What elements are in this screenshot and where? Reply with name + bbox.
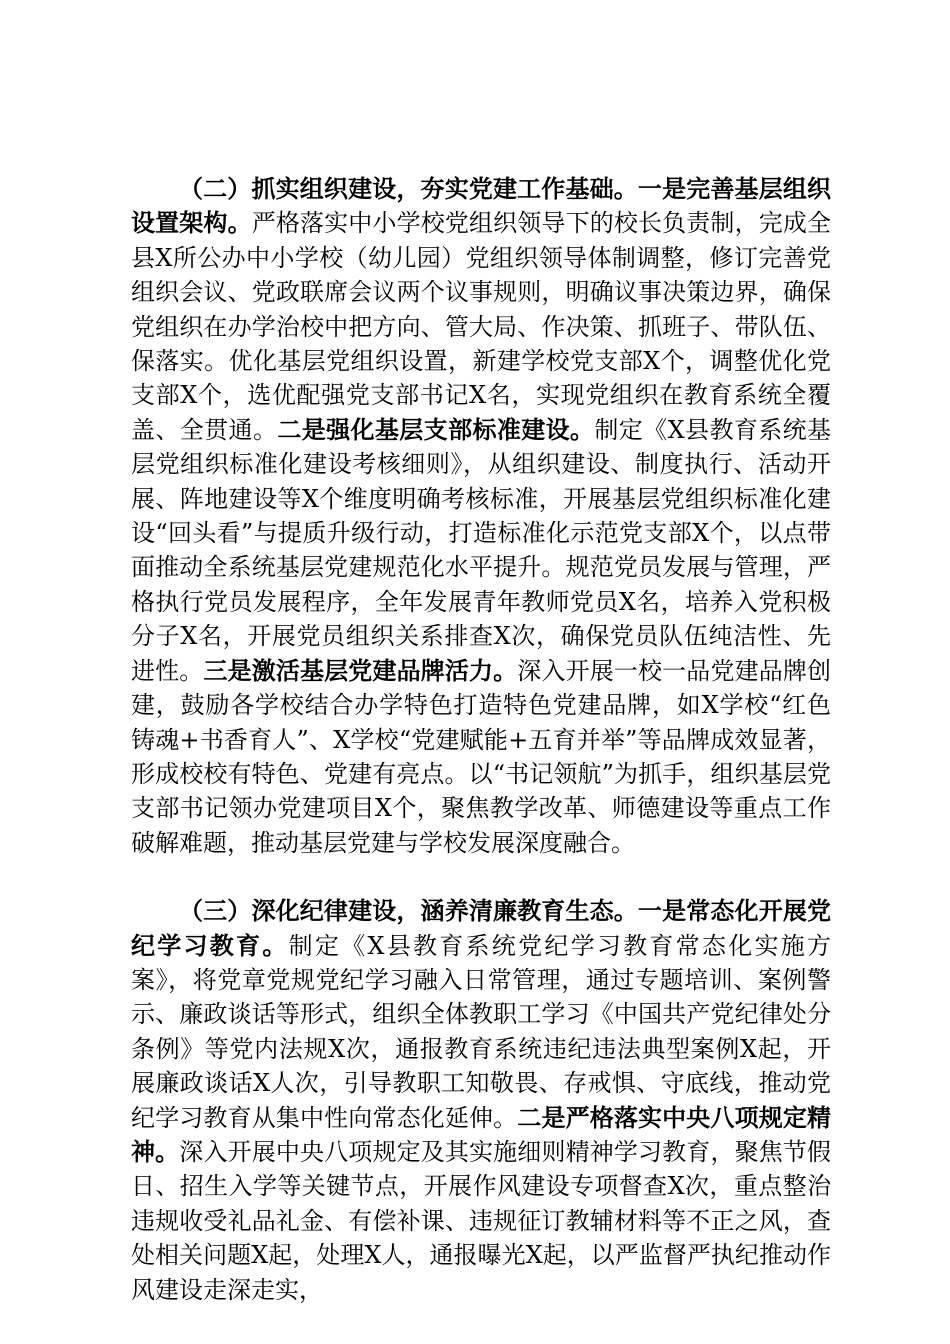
section-three-paragraph [131,894,831,1307]
section-two-point-two-text: 制定《X县教育系统基层党组织标准化建设考核细则》，从组织建设、制度执行、活动开展、阵地建设等X个维度明确考核标准，开展基层党组织标准化建设“回头看”与提质升级行动，打造标准化示范党支部X个，以点带面推动全系统基层党建规范化水平提升。规范党员发展与管理，严格执行党员发展程序，全年发展青年教师党员X名，培养入党积极分子X名，开展党员组织关系排查X次，确保党员队伍纯洁性、先进性。 [131,415,831,685]
section-two-heading: （二）抓实组织建设，夯实党建工作基础。 [179,174,638,203]
section-two-point-one-text: 严格落实中小学校党组织领导下的校长负责制，完成全县X所公办中小学校（幼儿园）党组织领导体制调整，修订完善党组织会议、党政联席会议两个议事规则，明确议事决策边界，确保党组织在办学治校中把方向、管大局、作决策、抓班子、带队伍、保落实。优化基层党组织设置，新建学校党支部X个，调整优化党支部X个，选优配强党支部书记X名，实现党组织在教育系统全覆盖、全贯通。 [131,209,832,444]
section-three-point-one-lead: 一是常态化开展党纪学习教育。 [131,896,831,960]
section-three-point-one-text: 制定《X县教育系统党纪学习教育常态化实施方案》，将党章党规党纪学习融入日常管理，通过专题培训、案例警示、廉政谈话等形式，组织全体教职工学习《中国共产党纪律处分条例》等党内法规X次，通报教育系统违纪违法典型案例X起，开展廉政谈话X人次，引导教职工知敬畏、存戒惧、守底线，推动党纪学习教育从集中性向常态化延伸。 [131,931,831,1132]
document-page [131,172,831,1307]
section-two-paragraph [131,172,831,860]
section-three-heading: （三）深化纪律建设，涵养清廉教育生态。 [179,896,638,926]
section-two-point-three-lead: 三是激活基层党建品牌活力。 [203,655,518,685]
section-three-point-two-lead: 二是严格落实中央八项规定精神。 [131,1102,832,1166]
section-three-point-two-text: 深入开展中央八项规定及其实施细则精神学习教育，聚焦节假日、招生入学等关键节点，开展作风建设专项督查X次，重点整治违规收受礼品礼金、有偿补课、违规征订教辅材料等不正之风，查处相关问题X起，处理X人，通报曝光X起，以严监督严执纪推动作风建设走深走实， [131,1137,832,1304]
section-two-point-one-lead: 一是完善基层组织设置架构。 [131,174,831,238]
section-two-point-three-text: 深入开展一校一品党建品牌创建，鼓励各学校结合办学特色打造特色党建品牌，如X学校“红色铸魂+书香育人”、X学校“党建赋能+五育并举”等品牌成效显著，形成校校有特色、党建有亮点。以“书记领航”为抓手，组织基层党支部书记领办党建项目X个，聚焦教学改革、师德建设等重点工作破解难题，推动基层党建与学校发展深度融合。 [131,656,832,857]
section-two-point-two-lead: 二是强化基层支部标准建设。 [277,414,595,444]
